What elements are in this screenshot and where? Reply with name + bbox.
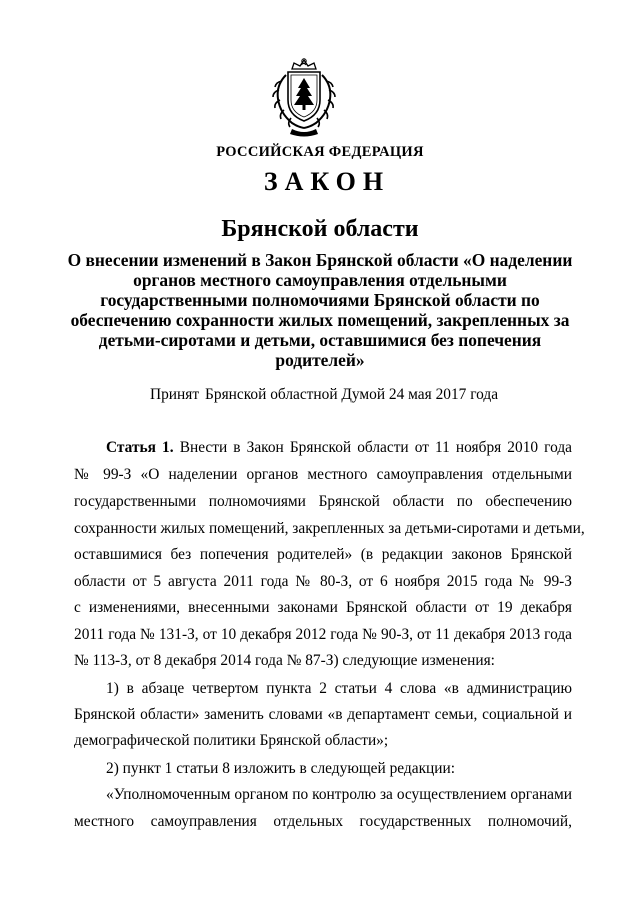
item-1-line: 1) в абзаце четвертом пункта 2 статьи 4 слова «в администрацию xyxy=(106,680,572,697)
item-1-line: демографической политики Брянской области»; xyxy=(74,732,389,749)
article-line: оставшимися без попечения родителей» (в редакции законов Брянской xyxy=(74,546,572,563)
subject-line: государственными полномочиями Брянской области по xyxy=(100,289,540,310)
country-heading: РОССИЙСКАЯ ФЕДЕРАЦИЯ xyxy=(216,144,424,160)
subject-line: родителей» xyxy=(275,349,365,370)
article-line: государственными полномочиями Брянской области по обеспечению xyxy=(74,493,572,510)
bryansk-coat-of-arms-icon xyxy=(262,55,346,139)
article-line: сохранности жилых помещений, закрепленных за детьми-сиротами и детьми, xyxy=(74,520,585,537)
article-line: с изменениями, внесенными законами Брянской области от 19 декабря xyxy=(74,599,572,616)
adoption-label: Принят xyxy=(149,386,200,403)
article-label: Статья 1. xyxy=(106,439,174,456)
article-line: 2011 года № 131-З, от 10 декабря 2012 года № 90-З, от 11 декабря 2013 года xyxy=(74,626,572,643)
document-type-heading: ЗАКОН xyxy=(263,167,391,196)
item-2-line: 2) пункт 1 статьи 8 изложить в следующей редакции: xyxy=(106,760,456,777)
article-line: области от 5 августа 2011 года № 80-З, от 6 ноября 2015 года № 99-З xyxy=(74,573,572,590)
law-subject-title xyxy=(60,251,580,370)
article-line: № 99-З «О наделении органов местного самоуправления отдельными xyxy=(74,466,572,483)
subject-line: обеспечению сохранности жилых помещений, закрепленных за xyxy=(70,309,570,330)
subject-line: О внесении изменений в Закон Брянской области «О наделении xyxy=(67,250,573,270)
article-line xyxy=(106,438,572,458)
item-1-line: Брянской области» заменить словами «в департамент семьи, социальной и xyxy=(74,706,572,723)
subject-line: детьми-сиротами и детьми, оставшимися без попечения xyxy=(98,329,542,350)
article-text: Внести в Закон Брянской области от 11 ноября 2010 года xyxy=(179,439,573,456)
adoption-note xyxy=(4,386,640,404)
subject-line: органов местного самоуправления отдельными xyxy=(133,269,507,290)
adoption-text: Брянской областной Думой 24 мая 2017 года xyxy=(205,386,499,403)
quote-line: «Уполномоченным органом по контролю за осуществлением органами xyxy=(106,786,572,803)
quote-line: местного самоуправления отдельных государственных полномочий, xyxy=(74,813,572,830)
article-line: № 113-З, от 8 декабря 2014 года № 87-З) следующие изменения: xyxy=(74,652,495,669)
region-heading: Брянской области xyxy=(221,216,419,242)
